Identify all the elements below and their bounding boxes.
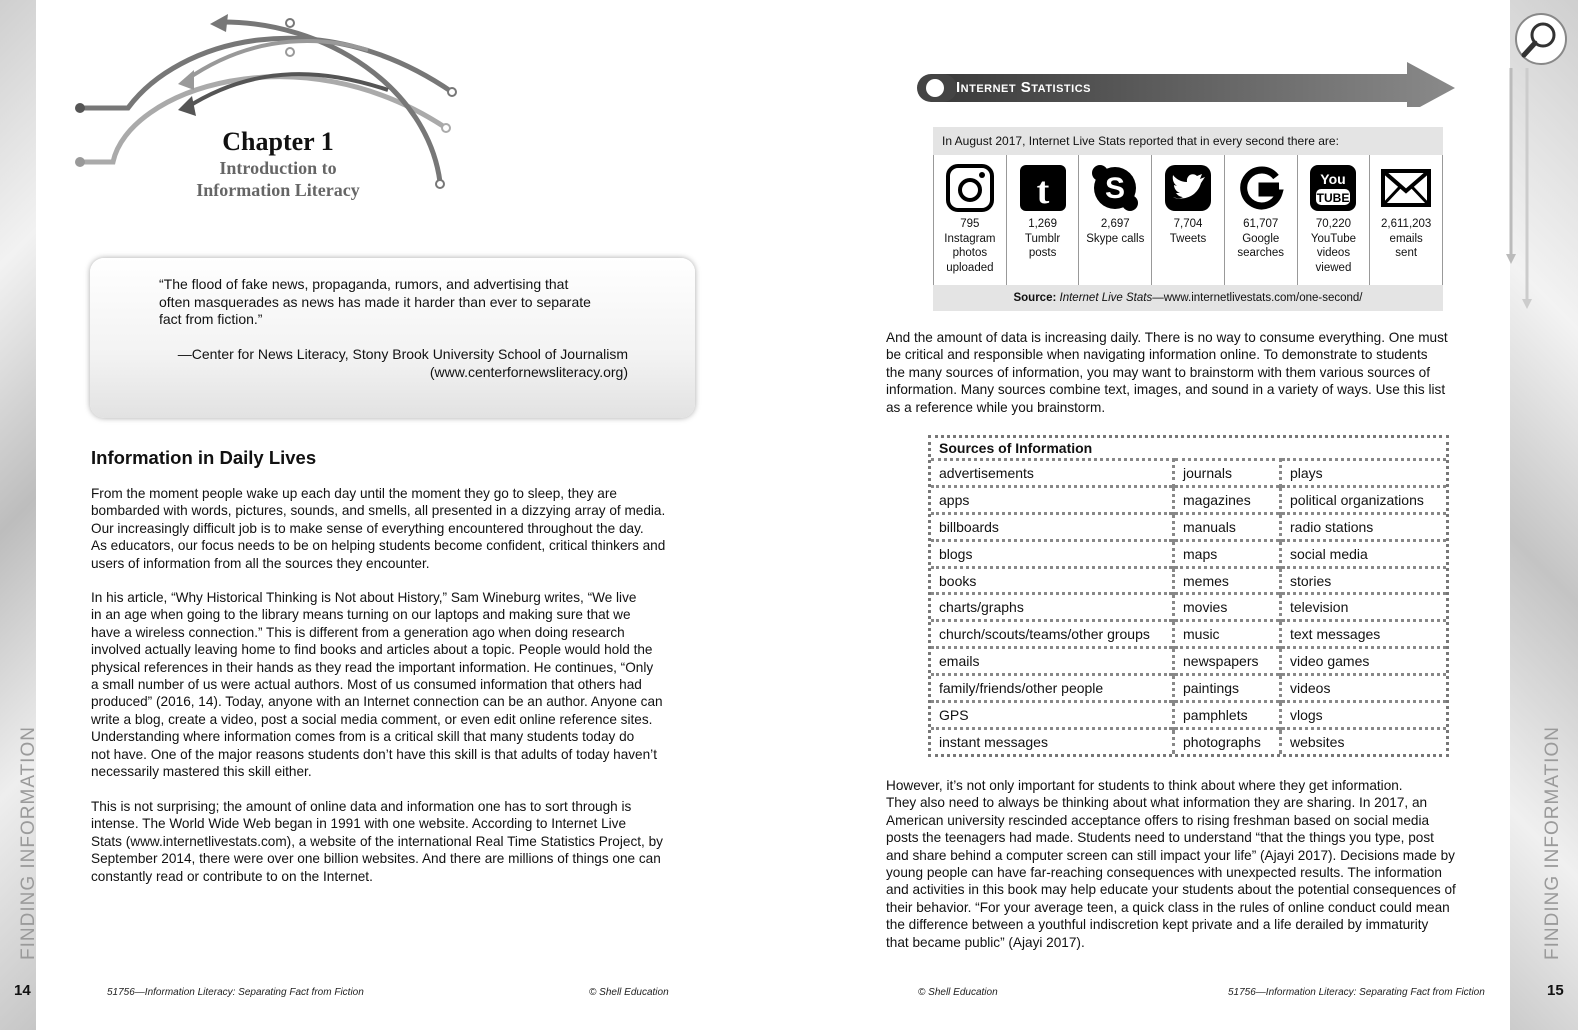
youtube-icon — [1308, 163, 1358, 213]
sources-cell: advertisements — [931, 460, 1174, 487]
sources-cell: text messages — [1281, 621, 1447, 648]
sources-cell: GPS — [931, 702, 1174, 729]
text-line: However, it’s not only important for students to think about where they get information. — [886, 778, 1403, 793]
chapter-title: Chapter 1 — [222, 127, 334, 156]
stat-label: Skype calls — [1086, 232, 1145, 245]
sources-cell: political organizations — [1281, 486, 1447, 513]
text-line: involved actually leaving home to find books and articles about a topic. People would hold the — [91, 642, 653, 658]
sources-cell: blogs — [931, 540, 1174, 567]
stat-label: Tumblr — [1024, 232, 1061, 245]
page-number-right: 15 — [1547, 982, 1564, 999]
footer-publisher-right: © Shell Education — [918, 987, 998, 998]
sources-cell: social media — [1281, 540, 1447, 567]
sources-cell: instant messages — [931, 728, 1174, 753]
quote-attribution-line2: (www.centerfornewsliteracy.org) — [429, 363, 628, 380]
sources-cell: journals — [1174, 460, 1281, 487]
sources-row — [931, 460, 1446, 487]
text-line: This is not surprising; the amount of online data and information one has to sort through is — [91, 799, 632, 814]
text-line: their behavior. “For your average teen, a quick class in the rules of online conduct could mean — [886, 899, 1450, 915]
sources-row — [931, 621, 1446, 648]
sources-row — [931, 486, 1446, 513]
stat-label: videos — [1316, 247, 1351, 259]
stat-value: 61,707 — [1243, 218, 1279, 230]
sources-cell: vlogs — [1281, 702, 1447, 729]
footer-title-left: 51756—Information Literacy: Separating Fact from Fiction — [107, 987, 364, 998]
sources-cell: radio stations — [1281, 513, 1447, 540]
sources-cell: plays — [1281, 460, 1447, 487]
stat-value: 70,220 — [1315, 218, 1352, 230]
chapter-subtitle-line2: Information Literacy — [196, 180, 360, 200]
sources-cell: memes — [1174, 567, 1281, 594]
quote-line: often masquerades as news has made it harder than ever to separate — [159, 293, 591, 310]
left-paragraph-1 — [91, 485, 701, 572]
google-icon — [1236, 163, 1286, 213]
sources-row — [931, 648, 1446, 675]
text-line: and activities in this book may help educate your students about the potential consequences of — [886, 882, 1456, 898]
text-line: information. Many sources combine text, images, and sound in a variety of ways. Use this list — [886, 382, 1446, 398]
text-line: American university rescinded acceptance offers to rising freshman based on social media — [886, 812, 1430, 828]
sources-cell: paintings — [1174, 675, 1281, 702]
sources-row — [931, 567, 1446, 594]
right-paragraph-1 — [886, 329, 1506, 416]
sources-table — [928, 435, 1449, 757]
text-line: that became public” (Ajayi 2017). — [886, 934, 1085, 950]
sources-cell: video games — [1281, 648, 1447, 675]
tumblr-icon — [1018, 163, 1068, 213]
stats-source-label: Source: — [1013, 292, 1057, 304]
sources-cell: stories — [1281, 567, 1447, 594]
stat-label: YouTube — [1310, 232, 1357, 245]
sources-row — [931, 702, 1446, 729]
sources-cell: movies — [1174, 594, 1281, 621]
stat-google — [1225, 155, 1298, 285]
text-line: constantly read or contribute to on the Internet. — [91, 868, 373, 884]
skype-icon — [1090, 163, 1140, 213]
text-line: not have. One of the major reasons students don’t have this skill is that adults of today haven’t — [91, 746, 657, 762]
sources-cell: pamphlets — [1174, 702, 1281, 729]
stats-source — [933, 285, 1443, 311]
stats-row — [933, 155, 1443, 285]
stat-instagram — [933, 155, 1007, 285]
text-line: intense. The World Wide Web began in 1991 with one website. According to Internet Live — [91, 816, 627, 832]
stat-value: 795 — [960, 218, 980, 230]
quote-attribution — [159, 346, 628, 381]
text-line: September 2014, there were over one billion websites. And there are millions of things one can — [91, 851, 661, 867]
stats-title: Internet Statistics — [956, 79, 1091, 96]
quote-line: fact from fiction.” — [159, 311, 263, 327]
stat-value: 2,611,203 — [1381, 218, 1432, 230]
stat-label: posts — [1028, 247, 1057, 259]
sources-cell: music — [1174, 621, 1281, 648]
side-label-left: FINDING INFORMATION — [18, 726, 39, 960]
sources-cell: websites — [1281, 728, 1447, 753]
youtube-logo-text-bottom: TUBE — [1317, 191, 1350, 205]
sources-cell: books — [931, 567, 1174, 594]
sources-cell: maps — [1174, 540, 1281, 567]
stat-tumblr — [1007, 155, 1080, 285]
sources-cell: manuals — [1174, 513, 1281, 540]
text-line: bombarded with words, pictures, sounds, and smells, all presented in a dizzying array of media. — [91, 503, 666, 519]
stat-label: Google — [1242, 232, 1280, 245]
sources-cell: photographs — [1174, 728, 1281, 753]
text-line: as a reference while you brainstorm. — [886, 399, 1106, 415]
text-line: Understanding where information comes from is a critical skill that many students today do — [91, 729, 635, 745]
text-line: have a wireless connection.” This is different from a generation ago when doing research — [91, 624, 625, 640]
text-line: physical references in their hands as they read the important information. He continues, “Only — [91, 659, 654, 675]
email-icon — [1380, 163, 1432, 213]
text-line: young people can have far-reaching consequences with unexpected results. The information — [886, 865, 1442, 881]
left-paragraph-2 — [91, 589, 701, 780]
magnifier-icon — [1514, 12, 1568, 66]
twitter-icon — [1163, 163, 1213, 213]
stat-skype — [1079, 155, 1152, 285]
sources-row — [931, 728, 1446, 753]
sources-cell: billboards — [931, 513, 1174, 540]
stat-label: Tweets — [1169, 232, 1207, 245]
quote-line: “The flood of fake news, propaganda, rumors, and advertising that — [159, 276, 569, 292]
text-line: Stats (www.internetlivestats.com), a website of the international Real Time Statistics Project, by — [91, 833, 663, 849]
instagram-icon — [945, 163, 995, 213]
sources-cell: family/friends/other people — [931, 675, 1174, 702]
chapter-subtitle-line1: Introduction to — [219, 158, 337, 178]
stat-label: viewed — [1315, 261, 1352, 274]
text-line: the many sources of information, you may want to brainstorm with them various sources of — [886, 364, 1430, 380]
svg-text:t: t — [1036, 170, 1049, 212]
stat-email — [1370, 155, 1443, 285]
text-line: As educators, our focus needs to be on helping students become confident, critical thinkers and — [91, 538, 666, 554]
sources-cell: videos — [1281, 675, 1447, 702]
text-line: a small number of us were actual authors. Most of us consumed information that others had — [91, 677, 642, 693]
stat-value: 2,697 — [1100, 218, 1130, 230]
footer-title-right: 51756—Information Literacy: Separating Fact from Fiction — [1228, 987, 1485, 998]
sources-cell: magazines — [1174, 486, 1281, 513]
stat-label: searches — [1237, 247, 1285, 259]
sources-row — [931, 513, 1446, 540]
arrow-down-decoration — [1505, 68, 1535, 313]
stat-value: 7,704 — [1173, 218, 1203, 230]
sources-cell: apps — [931, 486, 1174, 513]
stats-intro: In August 2017, Internet Live Stats reported that in every second there are: — [933, 127, 1443, 155]
text-line: And the amount of data is increasing daily. There is no way to consume everything. One must — [886, 330, 1448, 345]
stat-label: uploaded — [946, 261, 994, 274]
stat-twitter — [1152, 155, 1225, 285]
sources-cell: charts/graphs — [931, 594, 1174, 621]
text-line: be critical and responsible when navigating information online. To demonstrate to students — [886, 347, 1428, 363]
stat-label: sent — [1395, 247, 1418, 259]
left-paragraph-3 — [91, 798, 701, 885]
side-label-right: FINDING INFORMATION — [1542, 726, 1563, 960]
text-line: write a blog, create a video, post a social media comment, or even edit online reference sites. — [91, 711, 653, 727]
text-line: From the moment people wake up each day until the moment they go to sleep, they are — [91, 486, 617, 501]
quote-text — [159, 276, 591, 329]
quote-attribution-line1: —Center for News Literacy, Stony Brook University School of Journalism — [177, 346, 628, 362]
text-line: and share behind a computer screen can still impact your life” (Ajayi 2017). Decisions made by — [886, 847, 1455, 863]
youtube-logo-text-top: You — [1320, 171, 1347, 187]
text-line: Our increasingly difficult job is to make sense of everything encountered throughout the day. — [91, 520, 644, 536]
section-heading: Information in Daily Lives — [91, 447, 317, 468]
page-number-left: 14 — [14, 982, 31, 999]
text-line: They also need to always be thinking about what information they are sharing. In 2017, an — [886, 795, 1428, 811]
sources-row — [931, 540, 1446, 567]
sources-cell: television — [1281, 594, 1447, 621]
sources-row — [931, 594, 1446, 621]
text-line: posts the teenagers had made. Students need to understand “that the things you type, post — [886, 830, 1434, 846]
text-line: In his article, “Why Historical Thinking is Not about History,” Sam Wineburg writes, “We live — [91, 590, 637, 605]
stats-source-name: Internet Live Stats — [1059, 292, 1153, 304]
stat-youtube — [1298, 155, 1371, 285]
stat-label: photos — [952, 247, 988, 259]
stat-label: Instagram — [944, 232, 996, 245]
sources-cell: emails — [931, 648, 1174, 675]
sources-title: Sources of Information — [939, 440, 1093, 456]
sources-cell: newspapers — [1174, 648, 1281, 675]
text-line: in an age when going to the library means turning on our laptops and making sure that we — [91, 607, 631, 623]
right-paragraph-2 — [886, 777, 1506, 951]
stat-label: emails — [1389, 232, 1423, 245]
stat-value: 1,269 — [1028, 218, 1057, 230]
sources-cell: church/scouts/teams/other groups — [931, 621, 1174, 648]
stats-source-url: —www.internetlivestats.com/one-second/ — [1152, 292, 1363, 304]
text-line: the difference between a youthful indiscretion kept private and a life derailed by immaturity — [886, 917, 1429, 933]
svg-text:S: S — [1105, 172, 1126, 205]
text-line: users of information from all the sources they encounter. — [91, 555, 430, 571]
text-line: produced” (2016, 14). Today, anyone with an Internet connection can be an author. Anyone can — [91, 694, 663, 710]
text-line: necessarily mastered this skill either. — [91, 764, 312, 780]
sources-row — [931, 675, 1446, 702]
footer-publisher-left: © Shell Education — [589, 987, 669, 998]
